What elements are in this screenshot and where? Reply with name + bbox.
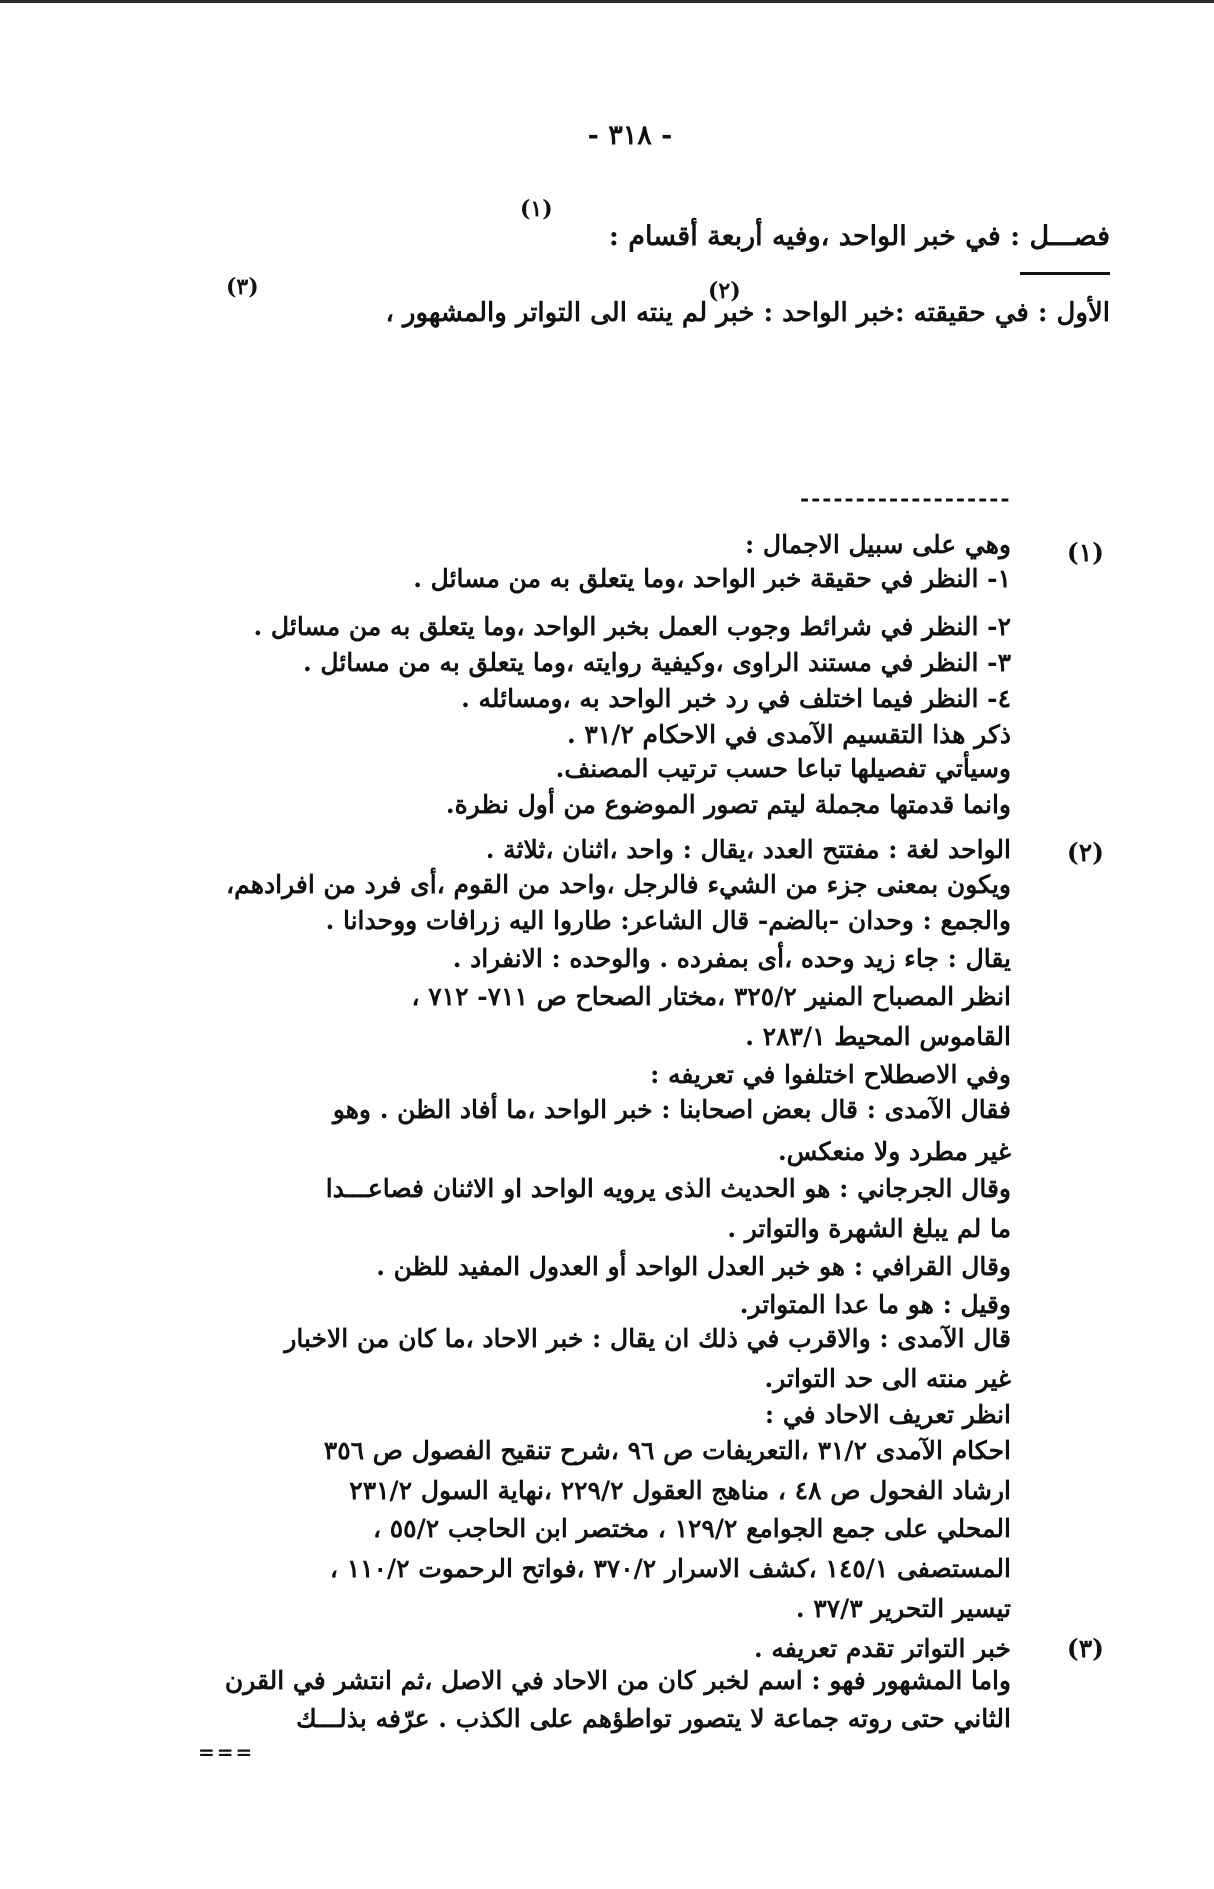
footnote-line: الثاني حتى روته جماعة لا يتصور تواطؤهم على الكذب . عرّفه بذلـــك	[296, 1704, 1011, 1733]
footnote-line: تيسير التحرير ٣٧/٣ .	[795, 1594, 1011, 1623]
heading-underline	[1020, 272, 1110, 275]
footnote-ref-3: (٣)	[226, 274, 259, 300]
footnote-line: وانما قدمتها مجملة ليتم تصور الموضوع من أول نظرة.	[445, 790, 1011, 819]
footnote-line: القاموس المحيط ٢٨٣/١ .	[745, 1022, 1011, 1051]
footnote-line: غير منته الى حد التواتر.	[764, 1364, 1011, 1393]
footnote-line: وهي على سبيل الاجمال :	[744, 530, 1011, 559]
footnote-line: والجمع : وحدان -بالضم- قال الشاعر: طاروا اليه زرافات ووحدانا .	[325, 906, 1011, 935]
footnote-line: ٣- النظر في مستند الراوى ،وكيفية روايته ،وما يتعلق به من مسائل .	[302, 648, 1011, 677]
footnote-line: يقال : جاء زيد وحده ،أى بمفرده . والوحده : الانفراد .	[452, 944, 1011, 973]
footnote-line: انظر تعريف الاحاد في :	[764, 1400, 1011, 1429]
footnote-line: انظر المصباح المنير ٣٢٥/٢ ،مختار الصحاح ص ٧١١- ٧١٢ ،	[411, 982, 1011, 1011]
footnote-line: قال الآمدى : والاقرب في ذلك ان يقال : خبر الاحاد ،ما كان من الاخبار	[284, 1324, 1011, 1353]
footnote-line: وفي الاصطلاح اختلفوا في تعريفه :	[650, 1060, 1011, 1089]
footnote-line: ٢- النظر في شرائط وجوب العمل بخبر الواحد ،وما يتعلق به من مسائل .	[253, 612, 1011, 641]
scan-edge	[0, 0, 1214, 3]
page-number: - ٣١٨ -	[587, 120, 673, 151]
continuation-mark: ===	[198, 1740, 255, 1764]
footnote-line: احكام الآمدى ٣١/٢ ،التعريفات ص ٩٦ ،شرح تنقيح الفصول ص ٣٥٦	[323, 1436, 1011, 1465]
footnote-ref-1: (١)	[520, 196, 553, 222]
footnote-line: وسيأتي تفصيلها تباعا حسب ترتيب المصنف.	[555, 754, 1011, 783]
section-heading: فصـــل : في خبر الواحد ،وفيه أربعة أقسام :	[608, 221, 1110, 252]
footnote-line: وقال القرافي : هو خبر العدل الواحد أو العدول المفيد للظن .	[376, 1252, 1011, 1281]
footnote-marker-3: (٣)	[1066, 1634, 1104, 1663]
footnote-line: وقيل : هو ما عدا المتواتر.	[739, 1290, 1011, 1319]
footnote-line: ذكر هذا التقسيم الآمدى في الاحكام ٣١/٢ .	[566, 720, 1011, 749]
footnote-line: ٤- النظر فيما اختلف في رد خبر الواحد به ،ومسائله .	[461, 684, 1011, 713]
footnote-separator: -------------------	[800, 486, 1012, 512]
footnote-line: المستصفى ١٤٥/١ ،كشف الاسرار ٣٧٠/٢ ،فواتح الرحموت ١١٠/٢ ،	[329, 1554, 1011, 1583]
footnote-line: الواحد لغة : مفتتح العدد ،يقال : واحد ،اثنان ،ثلاثة .	[485, 835, 1011, 864]
section-first-part: الأول : في حقيقته :خبر الواحد : خبر لم ينته الى التواتر والمشهور ،	[385, 298, 1110, 328]
footnote-marker-1: (١)	[1066, 538, 1104, 567]
footnote-line: ويكون بمعنى جزء من الشيء فالرجل ،واحد من القوم ،أى فرد من افرادهم،	[226, 870, 1011, 899]
footnote-line: ارشاد الفحول ص ٤٨ ، مناهج العقول ٢٢٩/٢ ،نهاية السول ٢٣١/٢	[349, 1476, 1011, 1505]
footnote-marker-2: (٢)	[1066, 838, 1104, 867]
footnote-line: فقال الآمدى : قال بعض اصحابنا : خبر الواحد ،ما أفاد الظن . وهو	[332, 1095, 1011, 1124]
footnote-line: وقال الجرجاني : هو الحديث الذى يرويه الواحد او الاثنان فصاعـــدا	[325, 1174, 1011, 1203]
footnote-line: ما لم يبلغ الشهرة والتواتر .	[727, 1214, 1011, 1243]
footnote-ref-2: (٢)	[708, 278, 741, 304]
footnote-line: غير مطرد ولا منعكس.	[777, 1137, 1011, 1166]
footnote-line: خبر التواتر تقدم تعريفه .	[753, 1634, 1011, 1663]
footnote-line: ١- النظر في حقيقة خبر الواحد ،وما يتعلق به من مسائل .	[413, 564, 1011, 593]
footnote-line: واما المشهور فهو : اسم لخبر كان من الاحاد في الاصل ،ثم انتشر في القرن	[224, 1666, 1011, 1695]
footnote-line: المحلي على جمع الجوامع ١٢٩/٢ ، مختصر ابن الحاجب ٥٥/٢ ،	[372, 1514, 1011, 1543]
